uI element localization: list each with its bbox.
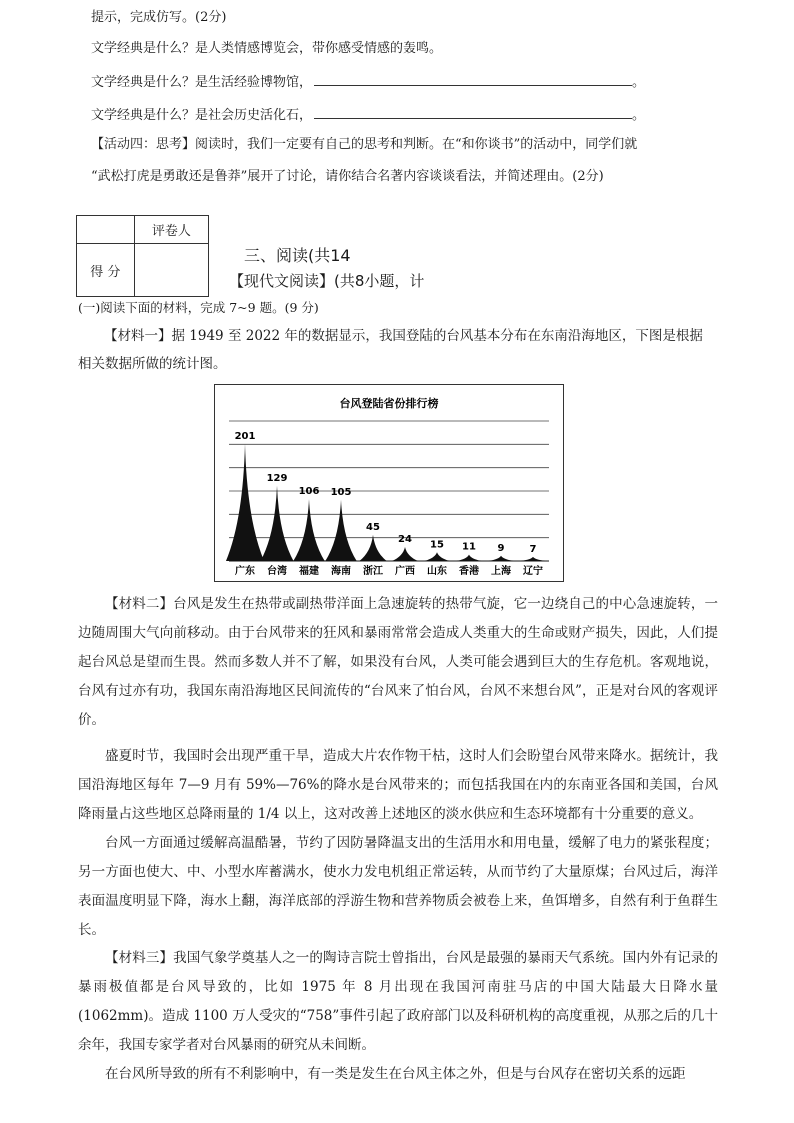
fill-line-2-end: 。	[632, 108, 646, 123]
section-title: 三、阅读(共14	[244, 246, 351, 265]
bar-9	[489, 556, 514, 561]
category-label: 上海	[491, 566, 511, 577]
activity-four-line-2: “武松打虎是勇敢还是鲁莽”展开了讨论，请你结合名著内容谈谈看法，并简述理由。(2分)	[91, 169, 604, 184]
material-three-para-2: 在台风所导致的所有不利影响中，有一类是发生在台风主体之外，但是与台风存在密切关系的远距	[105, 1066, 686, 1082]
material-one-line-2: 相关数据所做的统计图。	[78, 356, 227, 372]
material-two-para-1: 【材料二】台风是发生在热带或副热带洋面上急速旋转的热带气旋，它一边绕自己的中心急速旋转，一边随周围大气向前移动。由于台风带来的狂风和暴雨常常会造成人类重大的生命或财产损失，因此，人们提起台风总是望而生畏。然而多数人并不了解，如果没有台风，人类可能会遇到巨大的生存危机。客观地说，台风有过亦有功，我国东南沿海地区民间流传的“台风来了怕台风，台风不来想台风”，正是对台风的客观评价。	[78, 596, 718, 728]
answer-blank-1[interactable]	[314, 71, 632, 86]
bar-1	[226, 444, 264, 561]
value-label: 45	[366, 521, 380, 533]
score-label: 得 分	[77, 244, 135, 297]
material-two-para-2: 盛夏时节，我国时会出现严重干旱，造成大片农作物干枯，这时人们会盼望台风带来降水。据统计，我国沿海地区每年 7—9 月有 59%—76%的降水是台风带来的；而包括我国在内的东南亚各国和美国，台风降雨量占这些地区总降雨量的 1/4 以上，这对改善上述地区的淡水供应和生态环境都有十分重要的意义。	[78, 748, 718, 822]
question-intro: (一)阅读下面的材料，完成 7~9 题。(9 分)	[78, 300, 319, 315]
category-label: 辽宁	[523, 566, 543, 577]
activity-four-line-1: 【活动四：思考】阅读时，我们一定要有自己的思考和判断。在“和你谈书”的活动中，同学们就	[91, 137, 638, 152]
value-label: 105	[330, 486, 352, 498]
value-label: 24	[398, 534, 412, 545]
reviewer-label: 评卷人	[134, 216, 208, 244]
material-three-para-1: 【材料三】我国气象学奠基人之一的陶诗言院士曾指出，台风是最强的暴雨天气系统。国内外有记录的暴雨极值都是台风导致的，比如 1975 年 8 月出现在我国河南驻马店的中国大陆最大日降水量(1062mm)。造成 1100 万人受灾的“758”事件引起了政府部门以及科研机构的高度重视，从那之后的几十余年，我国专家学者对台风暴雨的研究从未间断。	[78, 950, 718, 1053]
value-label: 11	[462, 541, 476, 553]
value-label: 106	[298, 486, 320, 498]
bar-8	[457, 555, 482, 561]
category-label: 福建	[299, 566, 319, 577]
value-label: 9	[497, 542, 505, 554]
category-label: 广西	[395, 566, 415, 577]
example-sentence: 文学经典是什么？是人类情感博览会，带你感受情感的轰鸣。	[91, 41, 443, 56]
material-two-para-3: 台风一方面通过缓解高温酷暑，节约了因防暑降温支出的生活用水和用电量，缓解了电力的紧张程度；另一方面也使大、中、小型水库蓄满水，使水力发电机组正常运转，从而节约了大量原煤；台风过后，海洋表面温度明显下降，海水上翻，海洋底部的浮游生物和营养物质会被卷上来，鱼饵增多，自然有利于鱼群生长。	[78, 835, 718, 938]
material-three	[78, 944, 718, 1089]
chart-title: 台风登陆省份排行榜	[339, 397, 439, 410]
value-label: 7	[529, 543, 537, 555]
category-label: 山东	[427, 566, 447, 577]
fill-line-1-prefix: 文学经典是什么？是生活经验博物馆，	[91, 75, 313, 90]
bar-10	[521, 557, 545, 561]
fill-line-2-prefix: 文学经典是什么？是社会历史活化石，	[91, 108, 313, 123]
fill-line-1	[91, 71, 645, 93]
bar-6	[392, 547, 418, 561]
bar-3	[293, 499, 324, 561]
value-label: 201	[234, 430, 256, 442]
material-one-line-1: 【材料一】据 1949 至 2022 年的数据显示，我国登陆的台风基本分布在东南沿海地区，下图是根据	[104, 328, 703, 344]
category-label: 海南	[331, 566, 351, 577]
value-label: 129	[266, 472, 288, 484]
score-cell[interactable]	[134, 244, 208, 297]
category-label: 广东	[235, 566, 255, 577]
fill-line-1-end: 。	[632, 75, 646, 90]
value-label: 15	[430, 539, 444, 551]
section-subtitle: 【现代文阅读】(共8小题，计	[229, 272, 425, 290]
category-label: 香港	[459, 566, 479, 577]
category-label: 浙江	[363, 566, 383, 577]
bar-5	[359, 535, 386, 561]
answer-blank-2[interactable]	[314, 104, 632, 119]
category-label: 台湾	[267, 566, 287, 577]
bar-7	[424, 552, 449, 561]
fill-line-2	[91, 104, 645, 126]
material-two	[78, 590, 718, 945]
typhoon-chart	[214, 384, 564, 582]
instruction-line: 提示，完成仿写。(2分)	[91, 10, 227, 25]
typhoon-chart-svg	[215, 385, 563, 581]
bar-4	[325, 500, 356, 561]
score-box	[76, 215, 209, 297]
bar-2	[260, 486, 293, 561]
